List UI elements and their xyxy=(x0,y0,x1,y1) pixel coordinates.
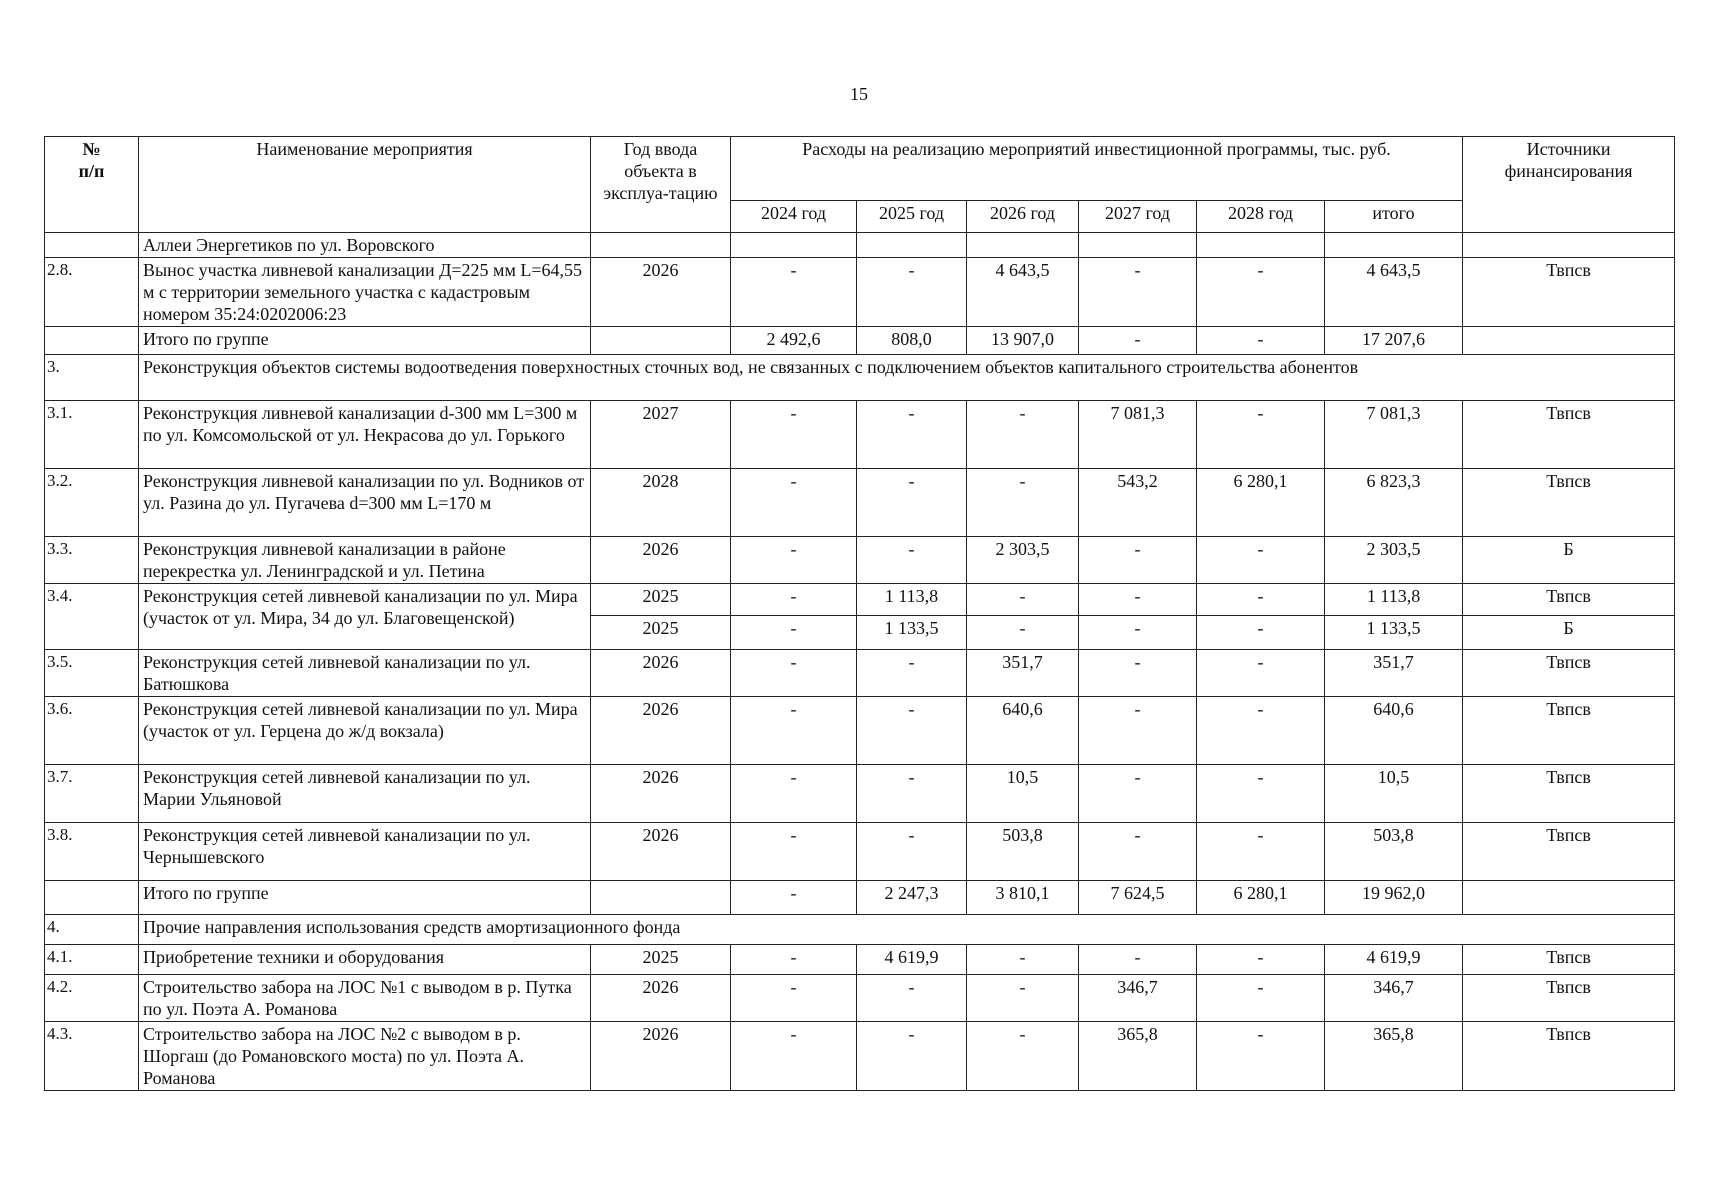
row-num: 3.8. xyxy=(45,823,139,881)
row-source: Твпсв xyxy=(1463,975,1675,1022)
row-name: Реконструкция ливневой канализации d-300 мм L=300 м по ул. Комсомольской от ул. Некрасова до ул. Горького xyxy=(139,401,591,469)
row-2025: 1 133,5 xyxy=(857,616,967,650)
row-year: 2026 xyxy=(591,823,731,881)
row-2027: - xyxy=(1079,650,1197,697)
row-2025: - xyxy=(857,469,967,537)
section-row xyxy=(45,355,1675,401)
row-2027: - xyxy=(1079,584,1197,616)
row-total: 10,5 xyxy=(1325,765,1463,823)
row-2025: - xyxy=(857,1022,967,1091)
row-2026: - xyxy=(967,401,1079,469)
row-2024: - xyxy=(731,584,857,616)
row-2028: - xyxy=(1197,258,1325,327)
row-2026: - xyxy=(967,945,1079,975)
row-2027: - xyxy=(1079,697,1197,765)
row-num: 3.7. xyxy=(45,765,139,823)
row-2028: - xyxy=(1197,401,1325,469)
row-2028: 6 280,1 xyxy=(1197,469,1325,537)
row-name: Реконструкция ливневой канализации в районе перекрестка ул. Ленинградской и ул. Петина xyxy=(139,537,591,584)
group-total-row xyxy=(45,327,1675,355)
row-year: 2025 xyxy=(591,945,731,975)
row-num: 3.3. xyxy=(45,537,139,584)
row-2026: 13 907,0 xyxy=(967,327,1079,355)
row-name: Приобретение техники и оборудования xyxy=(139,945,591,975)
row-2025: - xyxy=(857,823,967,881)
row-num: 2.8. xyxy=(45,258,139,327)
row-2024: - xyxy=(731,881,857,915)
row-2025: - xyxy=(857,650,967,697)
row-2025: - xyxy=(857,765,967,823)
row-2027: - xyxy=(1079,945,1197,975)
row-2028: - xyxy=(1197,945,1325,975)
section-title: Реконструкция объектов системы водоотведения поверхностных сточных вод, не связанных с подключением объектов капитального строительства абонентов xyxy=(139,355,1675,401)
table-row xyxy=(45,537,1675,584)
row-2024: - xyxy=(731,650,857,697)
row-name: Итого по группе xyxy=(139,881,591,915)
row-2027: 365,8 xyxy=(1079,1022,1197,1091)
row-2027: - xyxy=(1079,616,1197,650)
table-row xyxy=(45,823,1675,881)
row-2028: - xyxy=(1197,765,1325,823)
row-num: 3.2. xyxy=(45,469,139,537)
section-num: 3. xyxy=(45,355,139,401)
row-num: 3.4. xyxy=(45,584,139,650)
row-2026: 2 303,5 xyxy=(967,537,1079,584)
row-2028: 6 280,1 xyxy=(1197,881,1325,915)
row-source: Твпсв xyxy=(1463,765,1675,823)
table-row xyxy=(45,975,1675,1022)
row-2028: - xyxy=(1197,616,1325,650)
row-total: 6 823,3 xyxy=(1325,469,1463,537)
row-source: Твпсв xyxy=(1463,945,1675,975)
row-source: Твпсв xyxy=(1463,469,1675,537)
row-year: 2026 xyxy=(591,537,731,584)
row-year: 2025 xyxy=(591,616,731,650)
row-2025: - xyxy=(857,537,967,584)
row-2026: 503,8 xyxy=(967,823,1079,881)
row-year: 2027 xyxy=(591,401,731,469)
row-name: Итого по группе xyxy=(139,327,591,355)
row-2026: 10,5 xyxy=(967,765,1079,823)
row-2027: - xyxy=(1079,327,1197,355)
row-2027: - xyxy=(1079,537,1197,584)
row-2026: - xyxy=(967,584,1079,616)
section-num: 4. xyxy=(45,915,139,945)
table-row xyxy=(45,697,1675,765)
table-row xyxy=(45,469,1675,537)
row-2026: - xyxy=(967,975,1079,1022)
row-2027: - xyxy=(1079,823,1197,881)
row-2024: - xyxy=(731,537,857,584)
row-num: 4.2. xyxy=(45,975,139,1022)
row-2028: - xyxy=(1197,537,1325,584)
row-2027: 543,2 xyxy=(1079,469,1197,537)
row-num: 4.1. xyxy=(45,945,139,975)
section-title: Прочие направления использования средств амортизационного фонда xyxy=(139,915,1675,945)
row-2026: 640,6 xyxy=(967,697,1079,765)
table-row xyxy=(45,1022,1675,1091)
header-expenses: Расходы на реализацию мероприятий инвестиционной программы, тыс. руб. xyxy=(731,137,1463,201)
table-row xyxy=(45,258,1675,327)
row-name: Реконструкция сетей ливневой канализации по ул. Мира (участок от ул. Герцена до ж/д вокзала) xyxy=(139,697,591,765)
row-2025: 2 247,3 xyxy=(857,881,967,915)
table-row xyxy=(45,650,1675,697)
row-2026: - xyxy=(967,616,1079,650)
row-2028: - xyxy=(1197,584,1325,616)
row-name: Реконструкция сетей ливневой канализации по ул. Чернышевского xyxy=(139,823,591,881)
row-year: 2026 xyxy=(591,1022,731,1091)
row-name: Вынос участка ливневой канализации Д=225 мм L=64,55 м с территории земельного участка с кадастровым номером 35:24:0202006:23 xyxy=(139,258,591,327)
row-total: 4 619,9 xyxy=(1325,945,1463,975)
row-total: 1 133,5 xyxy=(1325,616,1463,650)
row-total: 4 643,5 xyxy=(1325,258,1463,327)
row-2025: - xyxy=(857,401,967,469)
row-2027: - xyxy=(1079,765,1197,823)
header-2024: 2024 год xyxy=(731,201,857,233)
row-2024: - xyxy=(731,469,857,537)
row-2028: - xyxy=(1197,1022,1325,1091)
row-2027: 7 624,5 xyxy=(1079,881,1197,915)
header-num: № п/п xyxy=(45,137,139,233)
row-source: Твпсв xyxy=(1463,584,1675,616)
table-row xyxy=(45,233,1675,258)
row-year: 2026 xyxy=(591,258,731,327)
row-2024: - xyxy=(731,945,857,975)
row-2025: - xyxy=(857,258,967,327)
row-total: 365,8 xyxy=(1325,1022,1463,1091)
header-sources: Источники финансирования xyxy=(1463,137,1675,233)
row-total: 1 113,8 xyxy=(1325,584,1463,616)
row-source: Твпсв xyxy=(1463,697,1675,765)
row-2028: - xyxy=(1197,327,1325,355)
row-2024: 2 492,6 xyxy=(731,327,857,355)
row-total: 640,6 xyxy=(1325,697,1463,765)
header-2025: 2025 год xyxy=(857,201,967,233)
row-2024: - xyxy=(731,258,857,327)
row-num: 3.6. xyxy=(45,697,139,765)
row-total: 351,7 xyxy=(1325,650,1463,697)
row-year: 2026 xyxy=(591,697,731,765)
header-year-in: Год ввода объекта в эксплуа-тацию xyxy=(591,137,731,233)
row-year: 2026 xyxy=(591,650,731,697)
table-row xyxy=(45,765,1675,823)
row-year: 2026 xyxy=(591,975,731,1022)
row-2024: - xyxy=(731,616,857,650)
row-2027: 346,7 xyxy=(1079,975,1197,1022)
row-total: 17 207,6 xyxy=(1325,327,1463,355)
row-source: Твпсв xyxy=(1463,650,1675,697)
row-2026: 351,7 xyxy=(967,650,1079,697)
row-year: 2026 xyxy=(591,765,731,823)
row-2028: - xyxy=(1197,975,1325,1022)
row-source: Б xyxy=(1463,537,1675,584)
header-2027: 2027 год xyxy=(1079,201,1197,233)
row-2026: 3 810,1 xyxy=(967,881,1079,915)
header-2028: 2028 год xyxy=(1197,201,1325,233)
header-2026: 2026 год xyxy=(967,201,1079,233)
investment-table xyxy=(44,136,1675,1091)
row-2024: - xyxy=(731,975,857,1022)
row-total: 503,8 xyxy=(1325,823,1463,881)
row-2027: 7 081,3 xyxy=(1079,401,1197,469)
row-source: Твпсв xyxy=(1463,258,1675,327)
row-2024: - xyxy=(731,401,857,469)
row-2025: - xyxy=(857,975,967,1022)
row-2025: - xyxy=(857,697,967,765)
header-total: итого xyxy=(1325,201,1463,233)
header-name: Наименование мероприятия xyxy=(139,137,591,233)
row-name: Реконструкция сетей ливневой канализации по ул. Марии Ульяновой xyxy=(139,765,591,823)
table-row xyxy=(45,401,1675,469)
row-2025: 4 619,9 xyxy=(857,945,967,975)
table-row xyxy=(45,584,1675,616)
row-num: 3.5. xyxy=(45,650,139,697)
row-source: Твпсв xyxy=(1463,823,1675,881)
row-2028: - xyxy=(1197,697,1325,765)
row-total: 7 081,3 xyxy=(1325,401,1463,469)
row-year: 2028 xyxy=(591,469,731,537)
row-2024: - xyxy=(731,697,857,765)
row-name: Реконструкция сетей ливневой канализации по ул. Мира (участок от ул. Мира, 34 до ул. Благовещенской) xyxy=(139,584,591,650)
row-name: Аллеи Энергетиков по ул. Воровского xyxy=(139,233,591,258)
table-row xyxy=(45,945,1675,975)
row-name: Строительство забора на ЛОС №2 с выводом в р. Шоргаш (до Романовского моста) по ул. Поэта А. Романова xyxy=(139,1022,591,1091)
row-2024: - xyxy=(731,823,857,881)
row-total: 346,7 xyxy=(1325,975,1463,1022)
row-total: 2 303,5 xyxy=(1325,537,1463,584)
group-total-row xyxy=(45,881,1675,915)
row-2028: - xyxy=(1197,823,1325,881)
section-row xyxy=(45,915,1675,945)
row-name: Строительство забора на ЛОС №1 с выводом в р. Путка по ул. Поэта А. Романова xyxy=(139,975,591,1022)
row-source: Твпсв xyxy=(1463,1022,1675,1091)
row-2028: - xyxy=(1197,650,1325,697)
row-num: 4.3. xyxy=(45,1022,139,1091)
row-2026: - xyxy=(967,469,1079,537)
row-num: 3.1. xyxy=(45,401,139,469)
row-source: Твпсв xyxy=(1463,401,1675,469)
page-number: 15 xyxy=(850,84,868,104)
row-2024: - xyxy=(731,765,857,823)
row-2026: 4 643,5 xyxy=(967,258,1079,327)
row-name: Реконструкция ливневой канализации по ул. Водников от ул. Разина до ул. Пугачева d=300 мм L=170 м xyxy=(139,469,591,537)
row-2027: - xyxy=(1079,258,1197,327)
row-2024: - xyxy=(731,1022,857,1091)
row-name: Реконструкция сетей ливневой канализации по ул. Батюшкова xyxy=(139,650,591,697)
row-2025: 1 113,8 xyxy=(857,584,967,616)
row-2025: 808,0 xyxy=(857,327,967,355)
row-source: Б xyxy=(1463,616,1675,650)
row-2026: - xyxy=(967,1022,1079,1091)
row-total: 19 962,0 xyxy=(1325,881,1463,915)
row-year: 2025 xyxy=(591,584,731,616)
